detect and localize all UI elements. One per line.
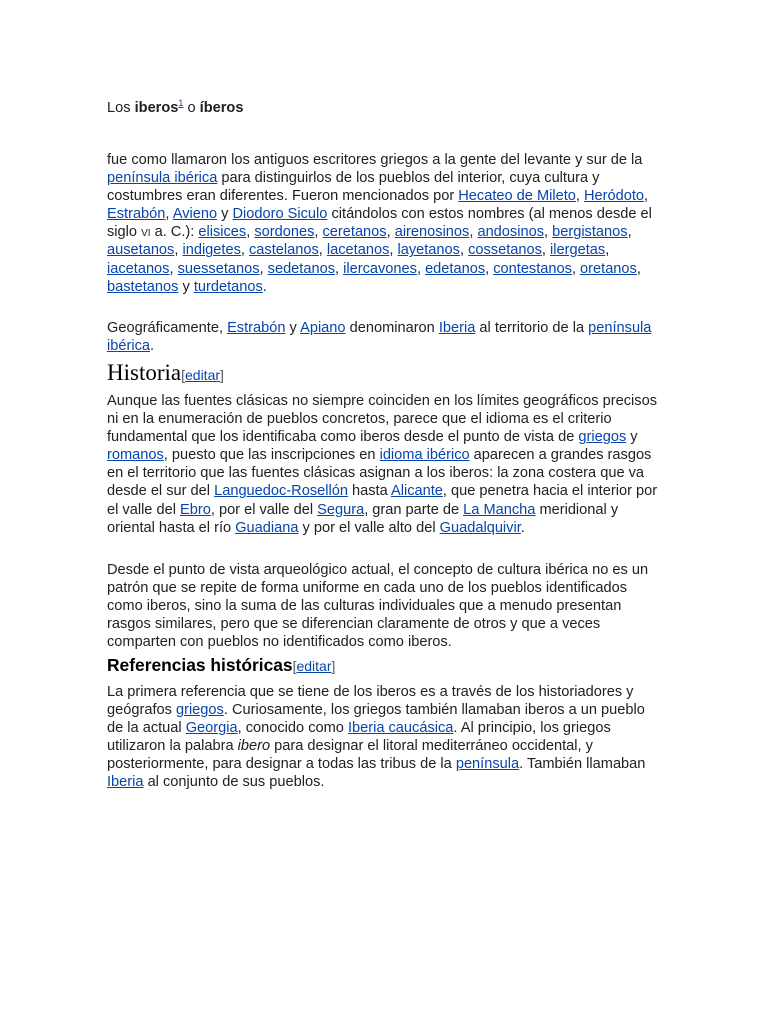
link-tribe[interactable]: castelanos xyxy=(249,242,319,259)
separator: , xyxy=(571,260,581,277)
text: y xyxy=(217,206,233,223)
heading-text: Historia xyxy=(107,360,182,385)
link-peninsula-iberica[interactable]: península ibérica xyxy=(107,320,652,355)
separator: , xyxy=(389,242,398,259)
paragraph-geography xyxy=(107,319,663,355)
text: Geográficamente, xyxy=(107,320,228,336)
link-diodoro[interactable]: Diodoro Siculo xyxy=(232,206,328,223)
link-tribe[interactable]: oretanos xyxy=(580,260,637,277)
text: y xyxy=(285,320,301,336)
intro-term-iberos: iberos xyxy=(134,100,179,116)
text: , por el valle del xyxy=(210,501,318,518)
link-apiano[interactable]: Apiano xyxy=(300,320,346,336)
heading-text: Referencias históricas xyxy=(107,655,293,675)
link-languedoc[interactable]: Languedoc-Rosellón xyxy=(214,483,348,500)
link-tribe[interactable]: contestanos xyxy=(493,260,572,277)
text: , puesto que las inscripciones en xyxy=(163,447,380,464)
text: . xyxy=(150,338,155,355)
intro-term-iberos-accent: íberos xyxy=(199,100,244,116)
link-la-mancha[interactable]: La Mancha xyxy=(463,501,536,518)
link-peninsula-iberica[interactable]: península ibérica xyxy=(107,170,218,187)
separator: , xyxy=(416,260,426,277)
text: , xyxy=(644,188,649,205)
link-georgia[interactable]: Georgia xyxy=(185,720,238,737)
link-griegos[interactable]: griegos xyxy=(175,702,224,719)
link-tribe[interactable]: lacetanos xyxy=(326,242,390,259)
section-heading-historia xyxy=(107,359,224,389)
separator: , xyxy=(544,224,553,241)
separator: , xyxy=(627,224,632,241)
link-alicante[interactable]: Alicante xyxy=(390,483,443,500)
link-tribe[interactable]: suessetanos xyxy=(177,260,260,277)
intro-text: o xyxy=(183,100,200,116)
text: y xyxy=(626,429,638,446)
text: denominaron xyxy=(345,320,439,336)
text: , xyxy=(165,206,173,223)
text: . Curiosamente, los griegos también llamaban iberos a un pueblo de la actual xyxy=(107,702,645,737)
paragraph-historia xyxy=(107,392,663,537)
section-heading-referencias xyxy=(107,655,335,677)
separator: , xyxy=(318,242,327,259)
link-tribe[interactable]: airenosinos xyxy=(394,224,470,241)
text: para designar el litoral mediterráneo occidental, y posteriormente, para designar a todas las tribus de la xyxy=(107,738,593,773)
link-iberia-caucasica[interactable]: Iberia caucásica xyxy=(347,720,454,737)
edit-link[interactable]: editar xyxy=(296,658,332,674)
bracket: ] xyxy=(331,658,336,674)
text: al conjunto de sus pueblos. xyxy=(143,774,325,791)
intro-text: Los xyxy=(107,100,135,116)
link-herodoto[interactable]: Heródoto xyxy=(584,188,645,205)
separator: , xyxy=(459,242,469,259)
link-griegos[interactable]: griegos xyxy=(578,429,627,446)
link-tribe[interactable]: iacetanos xyxy=(107,260,170,277)
text: hasta xyxy=(347,483,391,500)
edit-section xyxy=(181,367,224,383)
link-peninsula[interactable]: península xyxy=(455,756,520,773)
text: . xyxy=(520,519,525,536)
footnote-link[interactable]: 1 xyxy=(178,98,184,109)
link-tribe[interactable]: bastetanos xyxy=(107,278,179,295)
link-ebro[interactable]: Ebro xyxy=(180,501,211,518)
link-tribe[interactable]: layetanos xyxy=(397,242,460,259)
link-turdetanos[interactable]: turdetanos xyxy=(193,278,263,295)
link-tribe[interactable]: sedetanos xyxy=(267,260,336,277)
text: meridional y oriental hasta el río xyxy=(107,501,619,536)
text: , que penetra hacia el interior por el valle del xyxy=(107,483,658,518)
separator: , xyxy=(485,260,494,277)
text: . xyxy=(262,278,267,295)
paragraph-description xyxy=(107,151,663,296)
edit-link[interactable]: editar xyxy=(185,367,221,383)
link-idioma-iberico[interactable]: idioma ibérico xyxy=(379,447,470,464)
bracket: [ xyxy=(181,367,185,383)
link-iberia[interactable]: Iberia xyxy=(438,320,476,336)
separator: , xyxy=(169,260,178,277)
link-tribe[interactable]: bergistanos xyxy=(552,224,628,241)
text: para distinguirlos de los pueblos del interior, cuya cultura y costumbres eran diferentes. Fueron mencionados por xyxy=(107,170,600,205)
text: , xyxy=(575,188,584,205)
text: Aunque las fuentes clásicas no siempre coinciden en los límites geográficos precisos ni en la enumeración de pueblos concretos, parece que el idioma es el criterio fundamental que los identificaba como iberos desde el punto de vista de xyxy=(107,393,657,446)
link-estrabon[interactable]: Estrabón xyxy=(107,206,166,223)
link-tribe[interactable]: ilergetas xyxy=(550,242,606,259)
separator: , xyxy=(314,224,323,241)
link-tribe[interactable]: andosinos xyxy=(477,224,544,241)
text: , gran parte de xyxy=(364,501,464,518)
emphasis-ibero: ibero xyxy=(237,738,271,755)
text: La primera referencia que se tiene de los iberos es a través de los historiadores y geógrafos xyxy=(107,684,634,719)
separator: , xyxy=(246,224,255,241)
link-tribe[interactable]: cossetanos xyxy=(468,242,542,259)
separator: , xyxy=(386,224,395,241)
text: . Al principio, los griegos utilizaron la palabra xyxy=(107,720,611,755)
bracket: [ xyxy=(292,658,297,674)
link-segura[interactable]: Segura xyxy=(317,501,365,518)
link-tribe[interactable]: edetanos xyxy=(425,260,486,277)
separator: , xyxy=(259,260,268,277)
text: y por el valle alto del xyxy=(298,519,440,536)
link-estrabon[interactable]: Estrabón xyxy=(227,320,286,336)
link-tribe[interactable]: indigetes xyxy=(182,242,241,259)
intro-line xyxy=(107,99,243,117)
link-tribe[interactable]: ceretanos xyxy=(322,224,387,241)
link-iberia[interactable]: Iberia xyxy=(107,774,144,791)
separator: , xyxy=(605,242,610,259)
text: aparecen a grandes rasgos en el territorio que las fuentes clásicas asignan a los iberos: la zona costera que va desde el sur del xyxy=(107,447,652,500)
separator: , xyxy=(541,242,551,259)
separator: , xyxy=(469,224,478,241)
link-romanos[interactable]: romanos xyxy=(107,447,164,464)
link-guadalquivir[interactable]: Guadalquivir xyxy=(439,519,521,536)
bracket: ] xyxy=(220,367,224,383)
text: , conocido como xyxy=(237,720,348,737)
text: al territorio de la xyxy=(475,320,589,336)
link-tribe[interactable]: sordones xyxy=(254,224,315,241)
link-guadiana[interactable]: Guadiana xyxy=(235,519,299,536)
separator: , xyxy=(174,242,183,259)
link-hecateo[interactable]: Hecateo de Mileto xyxy=(458,188,576,205)
text: . También llamaban xyxy=(519,756,646,773)
link-tribe[interactable]: ilercavones xyxy=(343,260,417,277)
text: y xyxy=(178,278,194,295)
separator: , xyxy=(335,260,344,277)
link-tribe[interactable]: elisices xyxy=(198,224,247,241)
separator: , xyxy=(240,242,249,259)
text: citándolos con estos nombres (al menos desde el siglo xyxy=(107,206,652,241)
text: fue como llamaron los antiguos escritores griegos a la gente del levante y sur de la xyxy=(107,152,643,168)
link-tribe[interactable]: ausetanos xyxy=(107,242,175,259)
paragraph-referencias xyxy=(107,683,663,792)
link-avieno[interactable]: Avieno xyxy=(172,206,218,223)
edit-section xyxy=(293,658,336,674)
separator: , xyxy=(636,260,641,277)
text: a. C.): xyxy=(150,224,199,241)
century-numeral: vi xyxy=(141,224,151,241)
paragraph-arqueologia: Desde el punto de vista arqueológico actual, el concepto de cultura ibérica no es un patrón que se repite de forma uniforme en cada uno de los pueblos identificados como iberos, sino la suma de las culturas individuales que a menudo presentan rasgos similares, pero que se diferencian claramente de otros y que a veces comparten con pueblos no identificados como iberos. xyxy=(107,562,649,651)
